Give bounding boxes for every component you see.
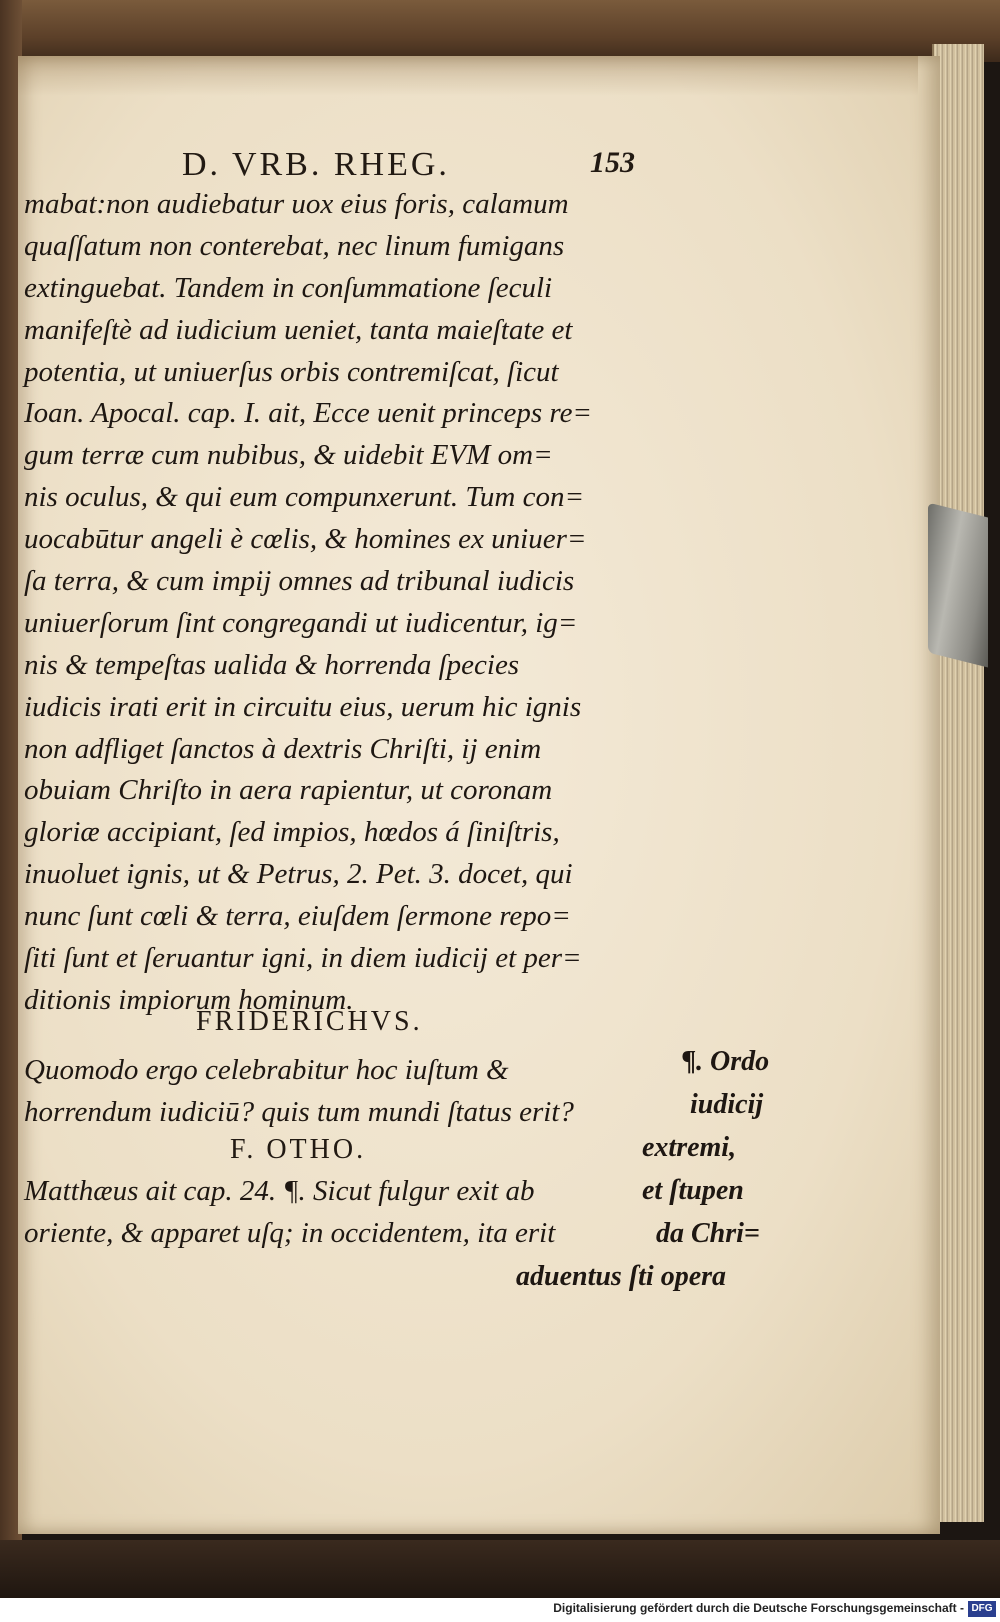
- question-text: [24, 1050, 664, 1134]
- text-line: inuoluet ignis, ut & Petrus, 2. Pet. 3. docet, qui: [24, 858, 573, 891]
- speaker-heading-otho: F. OTHO.: [230, 1134, 367, 1165]
- text-line: manifeſtè ad iudicium ueniet, tanta maieſtate et: [24, 313, 573, 346]
- marginal-line: extremi,: [642, 1132, 737, 1163]
- text-line: Quomodo ergo celebrabitur hoc iuſtum &: [24, 1054, 509, 1086]
- marginal-line: aduentus ſti opera: [516, 1261, 727, 1292]
- text-line: ditionis impiorum hominum.: [24, 983, 354, 1016]
- book-cover-bottom: [0, 1540, 1000, 1598]
- text-line: non adfliget ſanctos à dextris Chriſti, ij enim: [24, 732, 542, 765]
- speaker-heading-friderichus: FRIDERICHVS.: [196, 1006, 423, 1037]
- dfg-logo: DFG: [968, 1601, 996, 1617]
- marginal-line: et ſtupen: [642, 1175, 744, 1206]
- page-number: 153: [590, 146, 635, 179]
- text-line: iudicis irati erit in circuitu eius, uerum hic ignis: [24, 690, 582, 723]
- text-line: mabat:non audiebatur uox eius foris, calamum: [24, 188, 569, 220]
- text-line: ſa terra, & cum impij omnes ad tribunal iudicis: [24, 565, 575, 598]
- text-line: horrendum iudiciū? quis tum mundi ſtatus erit?: [24, 1095, 574, 1128]
- text-line: uniuerſorum ſint congregandi ut iudicentur, ig=: [24, 606, 578, 639]
- book-cover-top: [0, 0, 1000, 62]
- marginal-note: [516, 1040, 782, 1298]
- text-line: gum terræ cum nubibus, & uidebit EVM om=: [24, 439, 553, 472]
- text-line: nis & tempeſtas ualida & horrenda ſpecies: [24, 648, 520, 681]
- text-line: uocabūtur angeli è cœlis, & homines ex uniuer=: [24, 523, 587, 556]
- answer-text: [24, 1170, 684, 1254]
- running-head: [0, 146, 1000, 186]
- marginal-line: ¶. Ordo: [682, 1046, 770, 1077]
- text-line: potentia, ut uniuerſus orbis contremiſcat, ſicut: [24, 355, 559, 388]
- text-line: gloriæ accipiant, ſed impios, hœdos á ſiniſtris,: [24, 816, 560, 849]
- footer-credit: Digitalisierung gefördert durch die Deutsche Forschungsgemeinschaft -: [553, 1601, 964, 1615]
- digitization-footer: [0, 1598, 1000, 1622]
- text-line: Ioan. Apocal. cap. I. ait, Ecce uenit princeps re=: [24, 397, 593, 430]
- text-line: nis oculus, & qui eum compunxerunt. Tum con=: [24, 481, 585, 514]
- text-line: quaſſatum non conterebat, nec linum fumigans: [24, 229, 565, 262]
- page-clip: [928, 503, 988, 668]
- marginal-line: da Chri=: [656, 1218, 760, 1249]
- text-line: extinguebat. Tandem in conſummatione ſeculi: [24, 271, 553, 304]
- text-line: Matthæus ait cap. 24. ¶. Sicut fulgur exit ab: [24, 1175, 535, 1207]
- body-text: [24, 184, 664, 1022]
- marginal-line: iudicij: [690, 1089, 764, 1120]
- running-head-title: D. VRB. RHEG.: [182, 146, 450, 183]
- text-line: obuiam Chriſto in aera rapientur, ut coronam: [24, 774, 553, 807]
- text-line: ſiti ſunt et ſeruantur igni, in diem iudicij et per=: [24, 942, 582, 975]
- text-line: oriente, & apparet uſq; in occidentem, ita erit: [24, 1216, 556, 1249]
- text-line: nunc ſunt cœli & terra, eiuſdem ſermone repo=: [24, 900, 571, 933]
